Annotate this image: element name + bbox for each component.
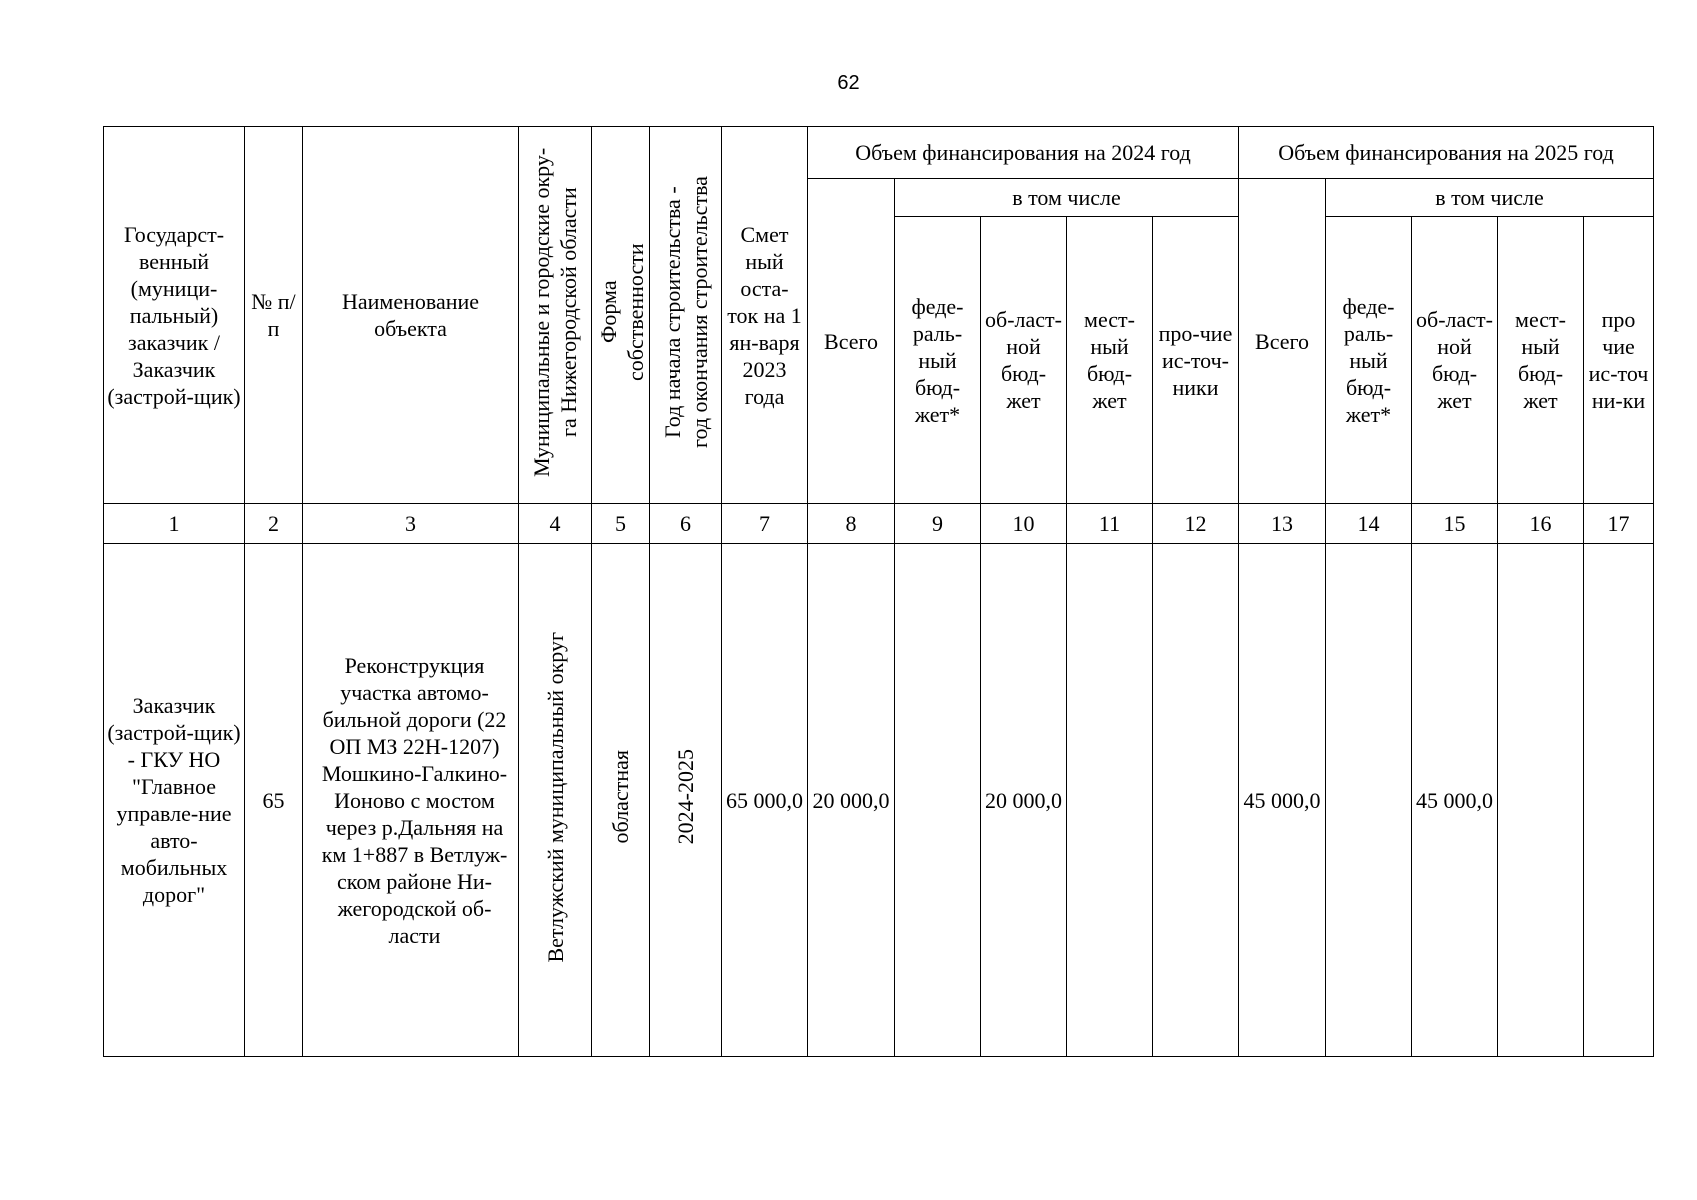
column-number: 4 [519, 504, 592, 544]
page-number: 62 [837, 72, 860, 94]
header-including-2025: в том числе [1326, 179, 1654, 217]
header-fin-2025: Объем финансирования на 2025 год [1239, 127, 1654, 179]
cell-num: 65 [245, 544, 303, 1057]
cell-local-2025 [1498, 544, 1584, 1057]
header-local-2024: мест-ный бюд-жет [1067, 217, 1153, 504]
header-num: № п/п [245, 127, 303, 504]
cell-regional-2024: 20 000,0 [981, 544, 1067, 1057]
financing-table [103, 126, 1654, 1057]
header-years [650, 127, 722, 504]
header-fin-2024: Объем финансирования на 2024 год [808, 127, 1239, 179]
column-number: 14 [1326, 504, 1412, 544]
column-number: 8 [808, 504, 895, 544]
column-number: 6 [650, 504, 722, 544]
header-balance: Смет ный оста-ток на 1 ян-варя 2023 года [722, 127, 808, 504]
column-number: 17 [1584, 504, 1654, 544]
header-regional-2024: об-ласт-ной бюд-жет [981, 217, 1067, 504]
cell-regional-2025: 45 000,0 [1412, 544, 1498, 1057]
column-number: 9 [895, 504, 981, 544]
table-row [104, 544, 1654, 1057]
cell-years [650, 544, 722, 1057]
cell-customer: Заказчик (застрой-щик) - ГКУ НО "Главное управле-ние авто-мобильных дорог" [104, 544, 245, 1057]
cell-object-name: Реконструкция участка автомо-бильной дороги (22 ОП МЗ 22Н-1207) Мошкино-Галкино-Ионово с мостом через р.Дальняя на км 1+887 в Ветлуж-ском районе Ни-жегородской об-ласти [303, 544, 519, 1057]
cell-balance: 65 000,0 [722, 544, 808, 1057]
header-other-2024: про-чие ис-точ-ники [1153, 217, 1239, 504]
column-number-row [104, 504, 1654, 544]
cell-total-2024: 20 000,0 [808, 544, 895, 1057]
column-number: 5 [592, 504, 650, 544]
cell-total-2025: 45 000,0 [1239, 544, 1326, 1057]
cell-other-2024 [1153, 544, 1239, 1057]
header-ownership-line1: Форма [596, 280, 621, 344]
header-regional-2025: об-ласт-ной бюд-жет [1412, 217, 1498, 504]
header-ownership-line2: собственности [623, 243, 648, 381]
header-row-1 [104, 127, 1654, 179]
header-other-2025: про чие ис-точ ни-ки [1584, 217, 1654, 504]
header-federal-2025: феде-раль-ный бюд-жет* [1326, 217, 1412, 504]
header-federal-2024: феде-раль-ный бюд-жет* [895, 217, 981, 504]
header-total-2025: Всего [1239, 179, 1326, 504]
header-years-line2: год окончания строительства [686, 176, 712, 448]
cell-municipality-text: Ветлужский муниципальный округ [542, 631, 568, 963]
column-number: 16 [1498, 504, 1584, 544]
cell-federal-2024 [895, 544, 981, 1057]
column-number: 2 [245, 504, 303, 544]
column-number: 11 [1067, 504, 1153, 544]
column-number: 1 [104, 504, 245, 544]
header-total-2024: Всего [808, 179, 895, 504]
cell-other-2025 [1584, 544, 1654, 1057]
cell-local-2024 [1067, 544, 1153, 1057]
column-number: 12 [1153, 504, 1239, 544]
cell-federal-2025 [1326, 544, 1412, 1057]
column-number: 13 [1239, 504, 1326, 544]
header-municipality [519, 127, 592, 504]
header-object-name: Наименование объекта [303, 127, 519, 504]
header-customer: Государст-венный (муници-пальный) заказчик / Заказчик (застрой-щик) [104, 127, 245, 504]
cell-ownership-text: областная [608, 750, 633, 844]
column-number: 3 [303, 504, 519, 544]
cell-municipality [519, 544, 592, 1057]
cell-years-text: 2024-2025 [673, 749, 698, 845]
column-number: 15 [1412, 504, 1498, 544]
cell-ownership [592, 544, 650, 1057]
header-including-2024: в том числе [895, 179, 1239, 217]
header-municipality-line1: Муниципальные и городские окру- [529, 147, 554, 477]
header-years-line1: Год начала строительства - [659, 186, 685, 438]
column-number: 7 [722, 504, 808, 544]
header-municipality-line2: га Нижегородской области [556, 187, 581, 437]
column-number: 10 [981, 504, 1067, 544]
header-ownership [592, 127, 650, 504]
header-local-2025: мест-ный бюд-жет [1498, 217, 1584, 504]
